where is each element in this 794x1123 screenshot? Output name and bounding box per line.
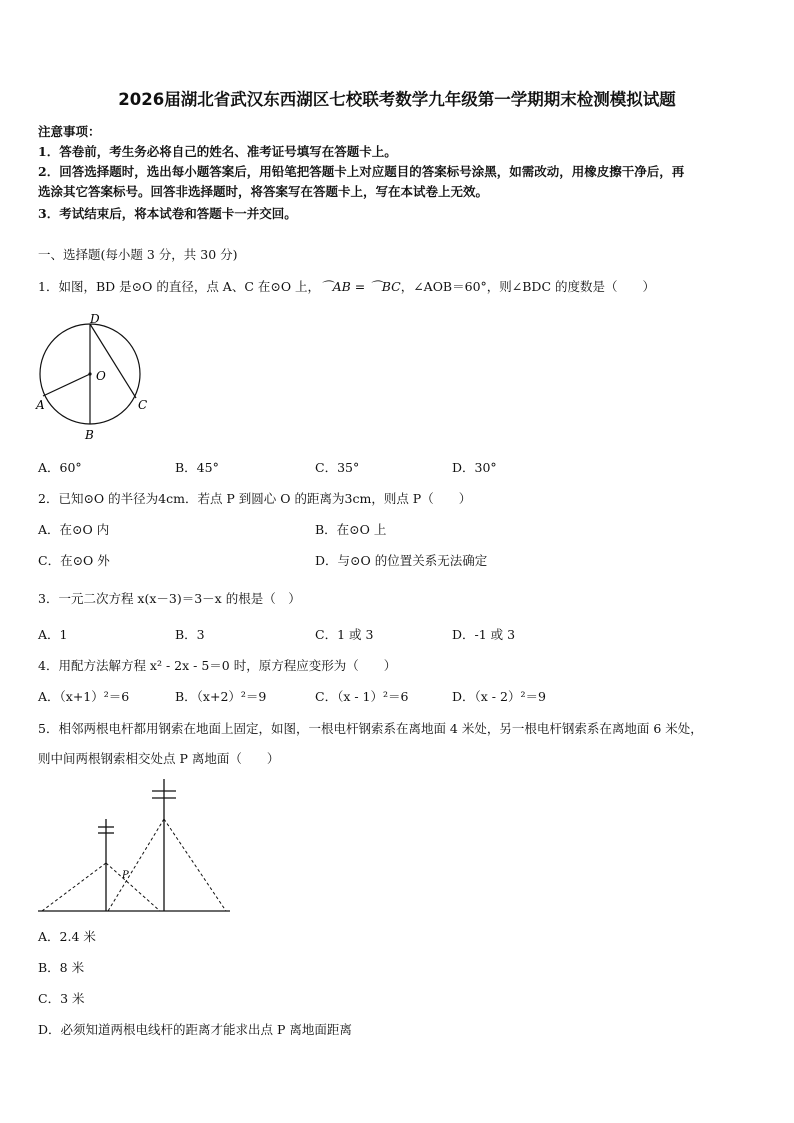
exam-title: 2026届湖北省武汉东西湖区七校联考数学九年级第一学期期末检测模拟试题 bbox=[118, 90, 676, 109]
question-1-arc-equation: ⌒AB = ⌒BC bbox=[320, 279, 401, 294]
cable-short-right bbox=[106, 863, 160, 911]
q4-option-d: D．（x - 2）²＝9 bbox=[452, 689, 546, 704]
q5-option-b: B．8 米 bbox=[38, 960, 85, 975]
question-1-stem-a: 1．如图，BD 是⊙O 的直径，点 A、C 在⊙O 上， bbox=[38, 279, 321, 294]
label-a: A bbox=[36, 398, 45, 412]
q4-option-a: A．（x+1）²＝6 bbox=[38, 689, 130, 704]
q1-option-a: A．60° bbox=[38, 460, 82, 475]
section-heading: 一、选择题(每小题 3 分，共 30 分) bbox=[38, 247, 238, 262]
q2-option-b: B．在⊙O 上 bbox=[315, 522, 387, 537]
label-c: C bbox=[138, 398, 148, 412]
q1-option-c: C．35° bbox=[315, 460, 360, 475]
poles-figure bbox=[36, 775, 232, 915]
q2-option-c: C．在⊙O 外 bbox=[38, 553, 110, 568]
q5-option-a: A．2.4 米 bbox=[38, 929, 96, 944]
chord-dc bbox=[90, 324, 136, 398]
q3-option-c: C．1 或 3 bbox=[315, 627, 374, 642]
q4-option-b: B．（x+2）²＝9 bbox=[175, 689, 267, 704]
q3-option-d: D．-1 或 3 bbox=[452, 627, 516, 642]
notice-heading: 注意事项： bbox=[38, 124, 101, 139]
question-5-stem-line-2: 则中间两根钢索相交处点 P 离地面（ ） bbox=[38, 751, 280, 766]
notice-item-3: 3．考试结束后，将本试卷和答题卡一并交回。 bbox=[38, 206, 297, 221]
q2-option-a: A．在⊙O 内 bbox=[38, 522, 110, 537]
notice-item-2: 2．回答选择题时，选出每小题答案后，用铅笔把答题卡上对应题目的答案标号涂黑，如需改动，用橡皮擦干净后，再 bbox=[38, 164, 685, 179]
question-1-stem-b: ，∠AOB＝60°，则∠BDC 的度数是（ ） bbox=[400, 279, 655, 294]
center-point bbox=[88, 372, 91, 375]
notice-item-2-cont: 选涂其它答案标号。回答非选择题时，将答案写在答题卡上，写在本试卷上无效。 bbox=[38, 184, 489, 199]
question-1-stem bbox=[38, 277, 655, 295]
cable-tall-right bbox=[164, 819, 226, 911]
label-d: D bbox=[90, 312, 100, 326]
circle-figure bbox=[30, 308, 160, 444]
segment-oa bbox=[43, 374, 90, 396]
question-5-stem-line-1: 5．相邻两根电杆都用钢索在地面上固定，如图，一根电杆钢索系在离地面 4 米处，另一根电杆钢索系在离地面 6 米处， bbox=[38, 721, 703, 736]
question-4-stem: 4．用配方法解方程 x² - 2x - 5＝0 时，原方程应变形为（ ） bbox=[38, 658, 397, 673]
q3-option-a: A．1 bbox=[38, 627, 68, 642]
q5-option-d: D．必须知道两根电线杆的距离才能求出点 P 离地面距离 bbox=[38, 1022, 352, 1037]
notice-item-1: 1．答卷前，考生务必将自己的姓名、准考证号填写在答题卡上。 bbox=[38, 144, 397, 159]
q3-option-b: B．3 bbox=[175, 627, 205, 642]
q4-option-c: C．（x - 1）²＝6 bbox=[315, 689, 409, 704]
label-o: O bbox=[96, 369, 106, 383]
cable-short-left bbox=[42, 863, 106, 911]
question-3-stem: 3．一元二次方程 x(x－3)＝3－x 的根是（ ） bbox=[38, 591, 301, 606]
q1-option-d: D．30° bbox=[452, 460, 497, 475]
q1-option-b: B．45° bbox=[175, 460, 219, 475]
cable-tall-left bbox=[108, 819, 164, 911]
question-2-stem: 2．已知⊙O 的半径为4cm．若点 P 到圆心 O 的距离为3cm，则点 P（ ） bbox=[38, 491, 472, 506]
q5-option-c: C．3 米 bbox=[38, 991, 85, 1006]
label-p: P bbox=[122, 870, 129, 881]
q2-option-d: D．与⊙O 的位置关系无法确定 bbox=[315, 553, 488, 568]
label-b: B bbox=[85, 428, 94, 442]
